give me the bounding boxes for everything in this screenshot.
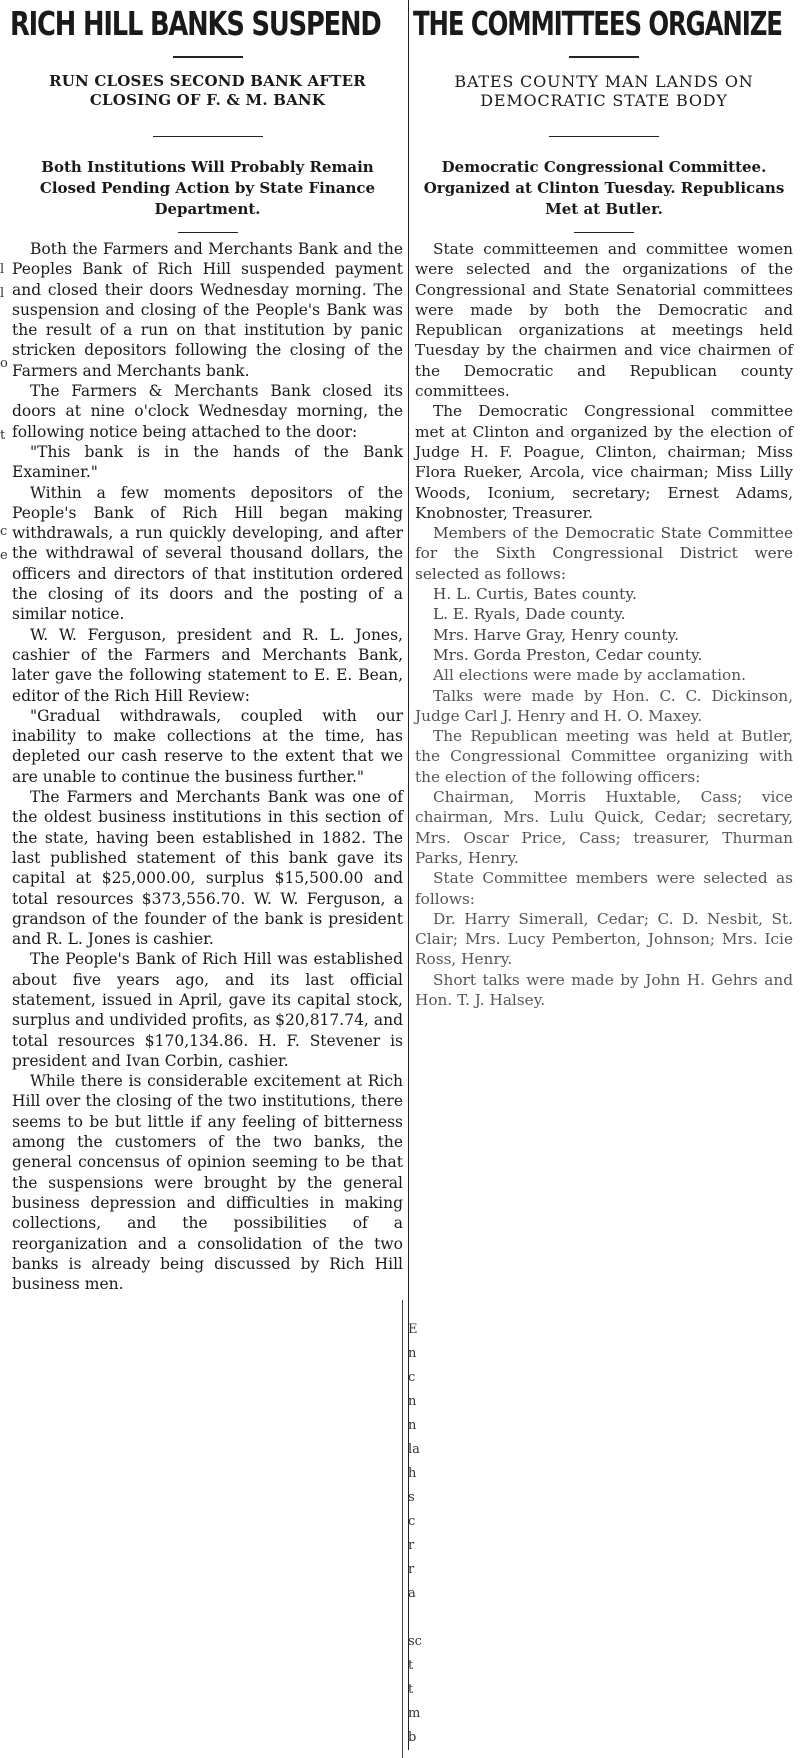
margin-fragment: m: [408, 1706, 421, 1721]
paragraph: State committeemen and committee women were selected and the organizations of the Congressional and State Senatorial committees were made by both the Democratic and Republican organizations at meetings held Tuesday by the chairmen and vice chairmen of the Democratic and Republican county committees.: [415, 240, 793, 401]
deck-committees: Democratic Congressional Committee. Organized at Clinton Tuesday. Republicans Met at Butler.: [423, 158, 785, 218]
headline-rule: [569, 56, 639, 58]
column-divider: [408, 0, 409, 1750]
list-item: Mrs. Harve Gray, Henry county.: [433, 625, 680, 644]
margin-fragment: c: [408, 1514, 416, 1529]
headline-committees: THE COMMITTEES ORGANIZE: [413, 4, 782, 43]
list-item: L. E. Ryals, Dade county.: [433, 605, 626, 624]
margin-fragment: r: [408, 1538, 415, 1553]
paragraph: The Farmers & Merchants Bank closed its doors at nine o'clock Wednesday morning, the following notice being attached to the door:: [12, 382, 403, 441]
margin-fragment: o: [0, 356, 8, 371]
margin-fragment: sc: [408, 1634, 422, 1649]
margin-fragment: n: [408, 1346, 417, 1361]
deck-rule: [574, 232, 634, 233]
margin-fragment: b: [408, 1730, 417, 1745]
margin-fragment: E: [408, 1322, 418, 1337]
margin-fragment: s: [408, 1490, 415, 1505]
article-committees-organize: [413, 0, 795, 1010]
list-item: H. L. Curtis, Bates county.: [433, 585, 637, 604]
margin-fragment: h: [408, 1466, 417, 1481]
paragraph: The Farmers and Merchants Bank was one of the oldest business institutions in this section of the state, having been established in 1882. The last published statement of this bank gave its capital at $25,000.00, surplus $15,500.00 and total resources $373,556.70. W. W. Ferguson, a grandson of the founder of the bank is president and R. L. Jones is cashier.: [12, 788, 403, 949]
margin-fragment: a: [408, 1586, 416, 1601]
article-rich-hill-banks: [10, 0, 405, 1294]
deck-rule: [178, 232, 238, 233]
paragraph: Dr. Harry Simerall, Cedar; C. D. Nesbit, St. Clair; Mrs. Lucy Pemberton, Johnson; Mrs. Icie Ross, Henry.: [415, 909, 793, 969]
margin-fragment: t: [0, 428, 6, 443]
paragraph: "Gradual withdrawals, coupled with our inability to make collections at the time, has depleted our cash reserve to the extent that we are unable to continue the business further.": [12, 706, 403, 786]
margin-fragment: e: [0, 548, 8, 563]
list-item: Mrs. Gorda Preston, Cedar county.: [433, 645, 703, 664]
article-body: [413, 239, 795, 1010]
article-body: [10, 239, 405, 1294]
headline-rich-hill: RICH HILL BANKS SUSPEND: [10, 4, 381, 43]
paragraph: Both the Farmers and Merchants Bank and the Peoples Bank of Rich Hill suspended payment and closed their doors Wednesday morning. The suspension and closing of the People's Bank was the result of a run on that institution by panic stricken depositors following the closing of the Farmers and Merchants bank.: [12, 240, 403, 380]
margin-fragment: t: [408, 1658, 414, 1673]
subhead-rule: [549, 136, 659, 137]
paragraph: The Republican meeting was held at Butler, the Congressional Committee organizing with the election of the following officers:: [415, 727, 793, 786]
paragraph: All elections were made by acclamation.: [433, 666, 746, 685]
margin-fragment: n: [408, 1418, 417, 1433]
paragraph: The Democratic Congressional committee met at Clinton and organized by the election of Judge H. F. Poague, Clinton, chairman; Miss Flora Rueker, Arcola, vice chairman; Miss Lilly Woods, Iconium, secretary; Ernest Adams, Knobnoster, Treasurer.: [415, 402, 793, 522]
margin-fragment: c: [0, 524, 8, 539]
paragraph: "This bank is in the hands of the Bank Examiner.": [12, 442, 403, 482]
margin-fragment: c: [408, 1370, 416, 1385]
paragraph: Chairman, Morris Huxtable, Cass; vice chairman, Mrs. Lulu Quick, Cedar; secretary, Mrs. Oscar Price, Cass; treasurer, Thurman Parks, Henry.: [415, 788, 793, 867]
paragraph: Short talks were made by John H. Gehrs and Hon. T. J. Halsey.: [415, 970, 793, 1009]
paragraph: The People's Bank of Rich Hill was established about five years ago, and its last official statement, issued in April, gave its capital stock, surplus and undivided profits, as $20,817.74, and total resources $170,134.86. H. F. Stevener is president and Ivan Corbin, cashier.: [12, 950, 403, 1070]
subhead-rule: [153, 136, 263, 137]
column-divider-lower: [402, 1300, 403, 1758]
headline-rule: [173, 56, 243, 58]
margin-fragment: la: [408, 1442, 420, 1457]
paragraph: W. W. Ferguson, president and R. L. Jones, cashier of the Farmers and Merchants Bank, later gave the following statement to E. E. Bean, editor of the Rich Hill Review:: [12, 625, 403, 705]
paragraph: State Committee members were selected as follows:: [415, 869, 793, 908]
paragraph: While there is considerable excitement at Rich Hill over the closing of the two institutions, there seems to be but little if any feeling of bitterness among the customers of the two banks, the general concensus of opinion seeming to be that the suspensions were brought by the general business depression and difficulties in making collections, and the possibilities of a reorganization and a consolidation of the two banks is already being discussed by Rich Hill business men.: [12, 1072, 403, 1294]
deck-rich-hill: Both Institutions Will Probably Remain Closed Pending Action by State Finance Department.: [39, 158, 376, 218]
margin-fragment: t: [408, 1682, 414, 1697]
margin-fragment: r: [408, 1562, 415, 1577]
margin-fragment: l: [0, 286, 5, 301]
subhead-committees: BATES COUNTY MAN LANDS ON DEMOCRATIC STATE BODY: [454, 72, 754, 110]
margin-fragment: l: [0, 262, 5, 277]
paragraph: Members of the Democratic State Committee for the Sixth Congressional District were selected as follows:: [415, 524, 793, 583]
paragraph: Within a few moments depositors of the People's Bank of Rich Hill began making withdrawals, a run quickly developing, and after the withdrawal of several thousand dollars, the officers and directors of that institution ordered the closing of its doors and the posting of a similar notice.: [12, 483, 403, 624]
paragraph: Talks were made by Hon. C. C. Dickinson, Judge Carl J. Henry and H. O. Maxey.: [415, 686, 793, 725]
subhead-rich-hill: RUN CLOSES SECOND BANK AFTER CLOSING OF F. & M. BANK: [49, 72, 366, 109]
margin-fragment: n: [408, 1394, 417, 1409]
